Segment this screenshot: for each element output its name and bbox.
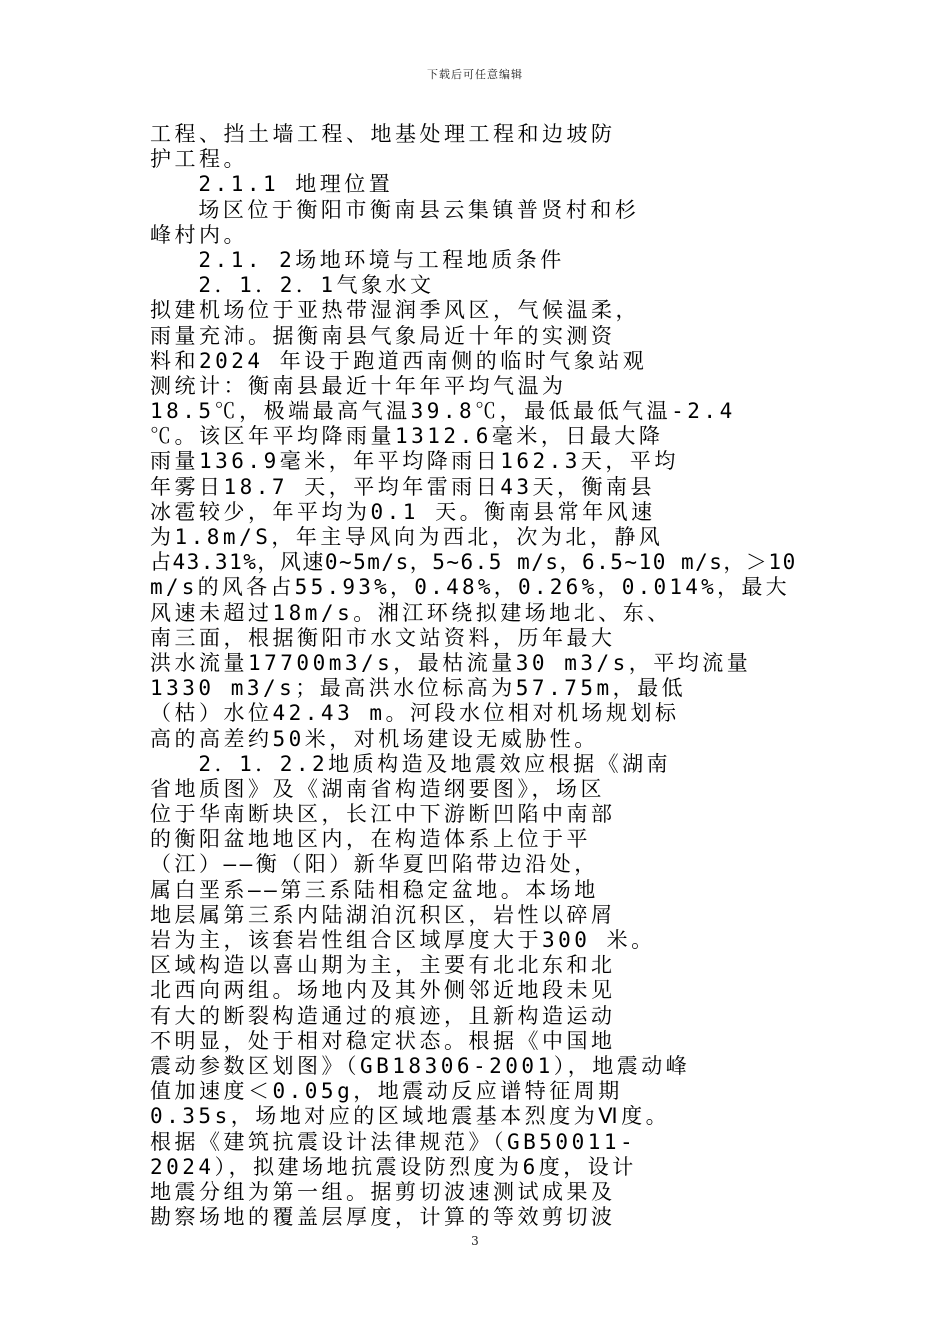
text-line: 洪水流量17700m3/s，最枯流量30 m3/s，平均流量 <box>150 650 752 675</box>
text-line: 雨量充沛。据衡南县气象局近十年的实测资 <box>150 323 616 348</box>
text-line: 料和2024 年设于跑道西南侧的临时气象站观 <box>150 348 648 373</box>
text-line: 区域构造以喜山期为主，主要有北北东和北 <box>150 953 616 978</box>
text-line: 震动参数区划图》（GB18306-2001），地震动峰 <box>150 1053 691 1078</box>
text-line: 护工程。 <box>150 147 248 172</box>
text-line: 的衡阳盆地地区内，在构造体系上位于平 <box>150 827 591 852</box>
text-line: ℃。该区年平均降雨量1312.6毫米，日最大降 <box>150 424 664 449</box>
text-line: 2.1.1 地理位置 <box>150 172 394 197</box>
text-line: 勘察场地的覆盖层厚度，计算的等效剪切波 <box>150 1205 616 1230</box>
text-line: 拟建机场位于亚热带湿润季风区，气候温柔， <box>150 298 640 323</box>
text-line: 测统计：衡南县最近十年年平均气温为 <box>150 373 567 398</box>
text-line: 位于华南断块区，长江中下游断凹陷中南部 <box>150 802 616 827</box>
text-line: 峰村内。 <box>150 222 248 247</box>
text-line: 不明显，处于相对稳定状态。根据《中国地 <box>150 1028 616 1053</box>
text-line: 冰雹较少，年平均为0.1 天。衡南县常年风速 <box>150 499 656 524</box>
text-line: 为1.8m/S，年主导风向为西北，次为北，静风 <box>150 525 664 549</box>
text-line: 年雾日18.7 天，平均年雷雨日43天，衡南县 <box>150 474 655 499</box>
text-line: 北西向两组。场地内及其外侧邻近地段未见 <box>150 978 616 1003</box>
text-line: 工程、挡土墙工程、地基处理工程和边坡防 <box>150 122 616 146</box>
text-line: 1330 m3/s；最高洪水位标高为57.75m，最低 <box>150 676 687 701</box>
text-line: 值加速度＜0.05g，地震动反应谱特征周期 <box>150 1079 623 1104</box>
text-line: 地层属第三系内陆湖泊沉积区，岩性以碎屑 <box>150 902 616 927</box>
text-line: 属白垩系——第三系陆相稳定盆地。本场地 <box>150 877 599 902</box>
text-line: 2．1．2．1气象水文 <box>150 273 435 298</box>
text-line: 2.1. 2场地环境与工程地质条件 <box>150 247 565 272</box>
text-line: 省地质图》及《湖南省构造纲要图》，场区 <box>150 776 605 801</box>
text-line: 0.35s，场地对应的区域地震基本烈度为Ⅵ度。 <box>150 1104 671 1129</box>
text-line: 雨量136.9毫米，年平均降雨日162.3天，平均 <box>150 449 679 474</box>
text-line: 南三面，根据衡阳市水文站资料，历年最大 <box>150 625 616 650</box>
text-line: （江）——衡（阳）新华夏凹陷带边沿处， <box>150 852 599 877</box>
text-line: 根据《建筑抗震设计法律规范》（GB50011- <box>150 1129 637 1154</box>
text-line: 高的高差约50米，对机场建设无威胁性。 <box>150 726 599 751</box>
body-text <box>150 122 798 1230</box>
text-line: 地震分组为第一组。据剪切波速测试成果及 <box>150 1179 616 1204</box>
text-line: 占43.31%，风速0~5m/s，5~6.5 m/s，6.5~10 m/s，＞10 <box>150 550 797 575</box>
text-line: 2．1．2.2地质构造及地震效应根据《湖南 <box>150 751 672 776</box>
text-line: 风速未超过18m/s。湘江环绕拟建场地北、东、 <box>150 600 672 625</box>
text-line: 2024），拟建场地抗震设防烈度为6度，设计 <box>150 1154 637 1179</box>
text-line: 18.5℃，极端最高气温39.8℃，最低最低气温-2.4 <box>150 399 736 424</box>
text-line: 场区位于衡阳市衡南县云集镇普贤村和杉 <box>150 197 640 222</box>
text-line: 岩为主，该套岩性组合区域厚度大于300 米。 <box>150 928 656 952</box>
text-line: m/s的风各占55.93%，0.48%，0.26%，0.014%，最大 <box>150 575 790 600</box>
page-number: 3 <box>471 1234 479 1248</box>
text-line: （枯）水位42.43 m。河段水位相对机场规划标 <box>150 701 680 726</box>
text-line: 有大的断裂构造通过的痕迹，且新构造运动 <box>150 1003 616 1028</box>
page-header-note: 下载后可任意编辑 <box>427 68 523 81</box>
